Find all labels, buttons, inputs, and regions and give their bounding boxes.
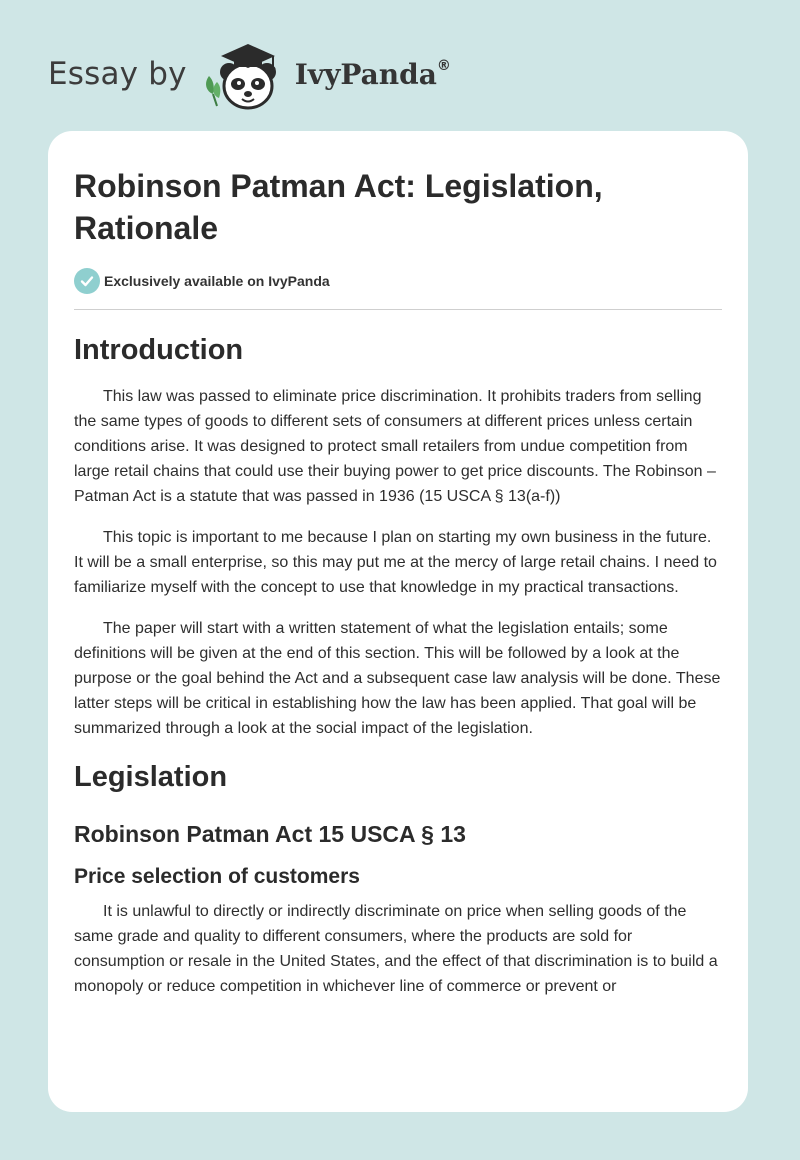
panda-logo-icon <box>201 36 293 112</box>
checkmark-icon <box>74 268 100 294</box>
section-heading-legislation: Legislation <box>74 761 228 793</box>
divider <box>74 309 722 310</box>
brand-prefix: Essay by <box>48 56 187 92</box>
brand-name: IvyPanda® <box>294 57 451 91</box>
paragraph: This law was passed to eliminate price discrimination. It prohibits traders from selling the same types of goods to different sets of consumers at different prices unless certain conditions arise. It was designed to protect small retailers from undue competition from large retail chains that could use their buying power to get price discounts. The Robinson – Patman Act is a statute that was passed in 1936 (15 USCA § 13(a-f)) <box>74 388 716 505</box>
exclusive-badge <box>74 267 722 295</box>
paragraph: The paper will start with a written statement of what the legislation entails; some definitions will be given at the end of this section. This will be followed by a look at the purpose or the goal behind the Act and a subsequent case law analysis will be done. These latter steps will be critical in establishing how the law has been applied. That goal will be summarized through a look at the social impact of the legislation. <box>74 620 721 737</box>
essay-card <box>48 131 748 1112</box>
brand-header[interactable] <box>48 34 451 114</box>
page-title: Robinson Patman Act: Legislation, Rationale <box>74 168 603 246</box>
badge-text: Exclusively available on IvyPanda <box>104 273 330 289</box>
section-heading-introduction: Introduction <box>74 334 244 366</box>
subheading-act: Robinson Patman Act 15 USCA § 13 <box>74 821 466 847</box>
paragraph: It is unlawful to directly or indirectly discriminate on price when selling goods of the same grade and quality to different consumers, where the products are sold for consumption or resale in the United States, and the effect of that discrimination is to build a monopoly or reduce competition in whichever line of commerce or prevent or <box>74 903 718 995</box>
paragraph: This topic is important to me because I plan on starting my own business in the future. It will be a small enterprise, so this may put me at the mercy of large retail chains. I need to familiarize myself with the concept to use that knowledge in my practical transactions. <box>74 529 717 596</box>
subheading-price-selection: Price selection of customers <box>74 865 360 888</box>
